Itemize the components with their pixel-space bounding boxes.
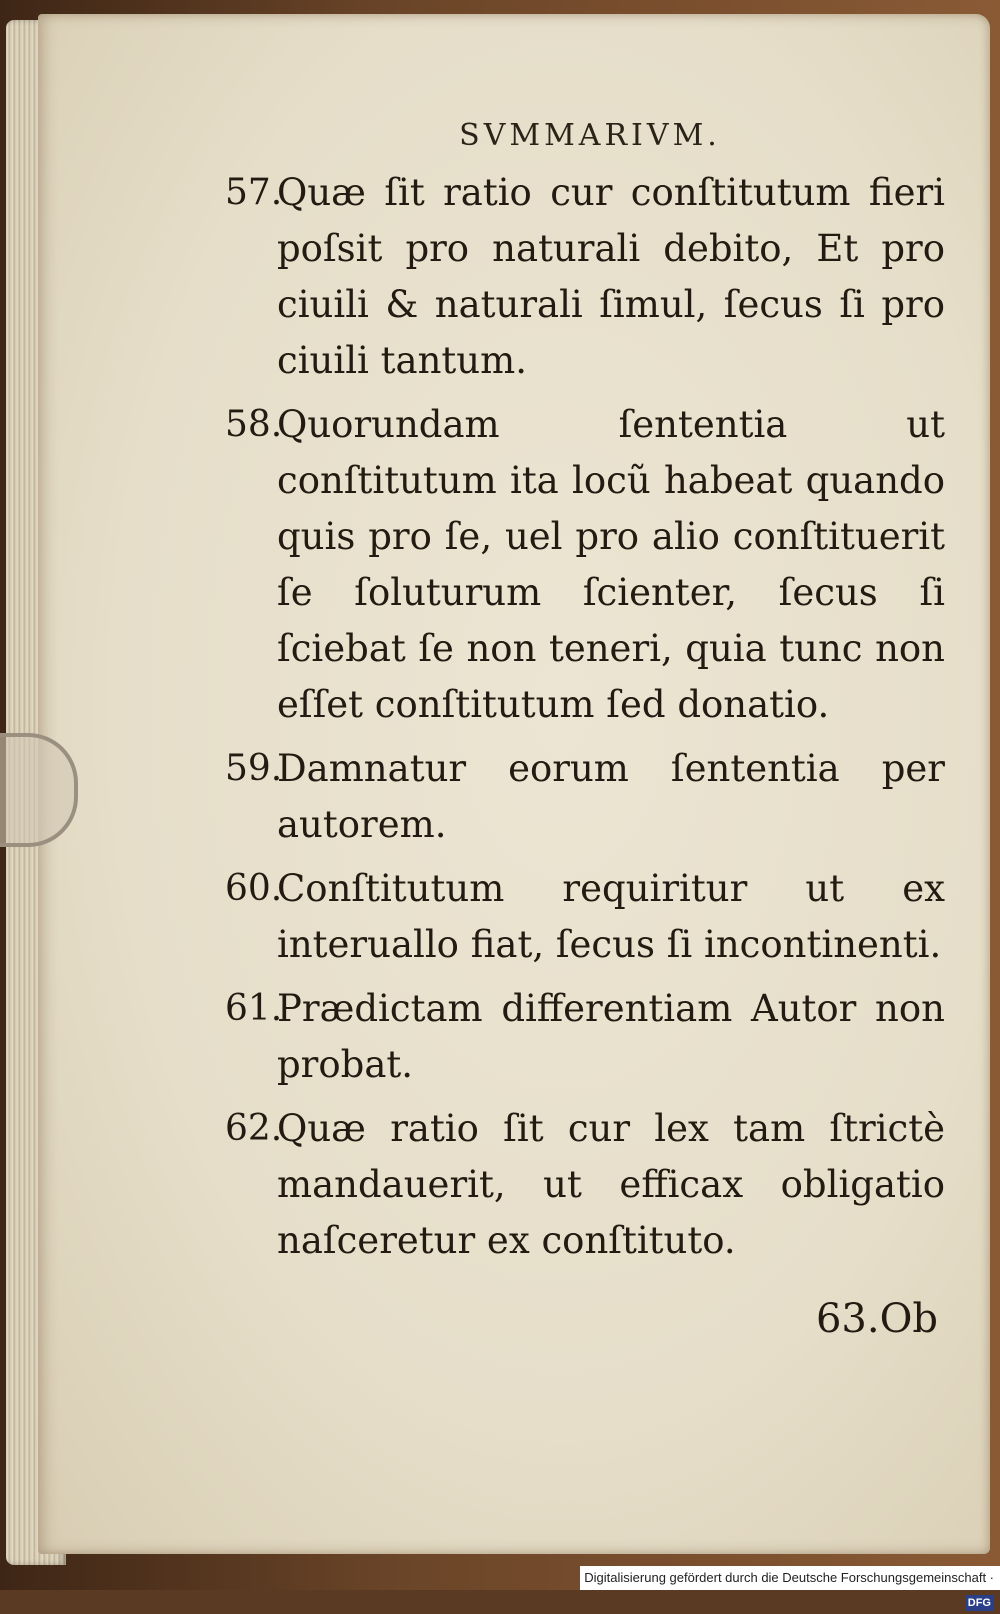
entry-text: Prædictam differentiam Autor non probat.	[277, 987, 945, 1086]
entry-number: 60.	[225, 868, 283, 909]
digitization-credit	[580, 1566, 1000, 1609]
entry-text: Conſtitutum requiritur ut ex interuallo fiat, ſecus ſi incontinenti.	[277, 867, 945, 966]
summary-entry	[225, 397, 945, 733]
entry-number: 58.	[225, 404, 283, 445]
dfg-logo: DFG	[965, 1595, 994, 1611]
credit-text: Digitalisierung gefördert durch die Deutsche Forschungsgemeinschaft ·	[584, 1570, 994, 1585]
summary-entry	[225, 981, 945, 1093]
entry-text: Quæ ſit ratio cur conſtitutum fieri poſsit pro naturali debito, Et pro ciuili & naturali ſimul, ſecus ſi pro ciuili tantum.	[277, 171, 945, 382]
entry-number: 59.	[225, 748, 283, 789]
entry-text: Quæ ratio ſit cur lex tam ſtrictè mandauerit, ut efficax obligatio naſceretur ex conſtituto.	[277, 1107, 945, 1262]
entry-number: 61.	[225, 988, 283, 1029]
summary-entry	[225, 1101, 945, 1269]
summary-entry	[225, 861, 945, 973]
running-heading: SVMMARIVM.	[459, 118, 721, 153]
entry-number: 57.	[225, 172, 283, 213]
summary-entry	[225, 741, 945, 853]
catchword: 63.Ob	[815, 1296, 938, 1342]
entry-text: Damnatur eorum ſententia per autorem.	[277, 747, 945, 846]
entry-text: Quorundam ſententia ut conſtitutum ita locũ habeat quando quis pro ſe, uel pro alio conſtituerit ſe ſoluturum ſcienter, ſecus ſi ſciebat ſe non teneri, quia tunc non eſſet conſtitutum ſed donatio.	[277, 403, 945, 726]
summary-list	[225, 165, 945, 1277]
entry-number: 62.	[225, 1108, 283, 1149]
summary-entry	[225, 165, 945, 389]
